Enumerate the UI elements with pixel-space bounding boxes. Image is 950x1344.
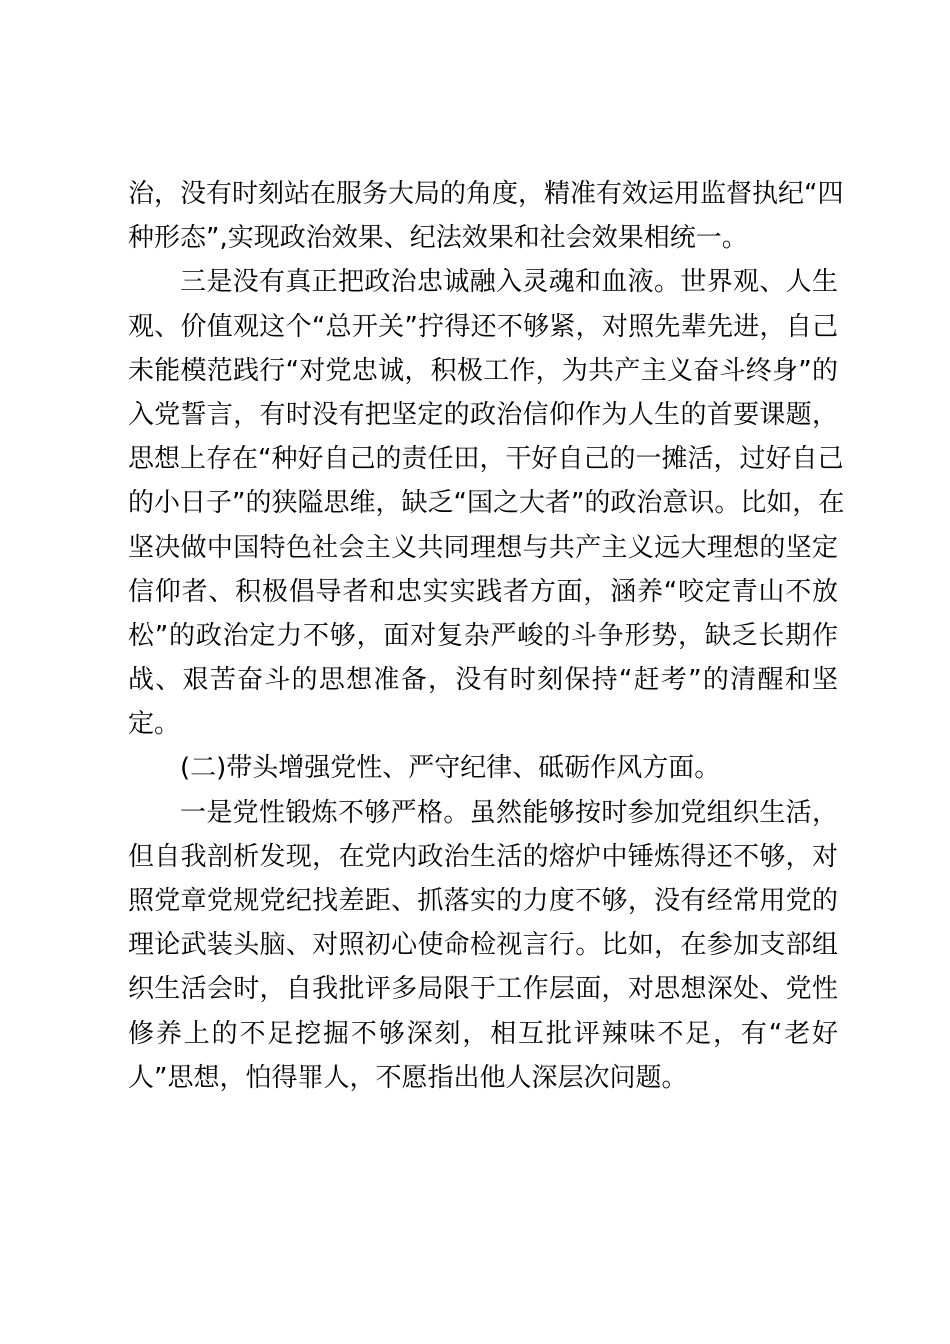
text-line: 定。 — [128, 709, 181, 740]
text-line: 思想上存在“种好自己的责任田，干好自己的一摊活，过好自己 — [128, 444, 844, 475]
text-line: 入党誓言，有时没有把坚定的政治信仰作为人生的首要课题， — [128, 399, 838, 430]
text-line: 战、艰苦奋斗的思想准备，没有时刻保持“赶考”的清醒和坚 — [128, 665, 838, 696]
text-line: 人”思想，怕得罪人，不愿指出他人深层次问题。 — [128, 1062, 688, 1093]
text-line: 照党章党规党纪找差距、抓落实的力度不够，没有经常用党的 — [128, 886, 838, 916]
text-line: 修养上的不足挖掘不够深刻，相互批评辣味不足，有“老好 — [128, 1018, 838, 1049]
text-line: 观、价值观这个“总开关”拧得还不够紧，对照先辈先进，自己 — [128, 311, 838, 342]
text-line: (二)带头增强党性、严守纪律、砥砺作风方面。 — [180, 753, 721, 784]
text-line: 理论武装头脑、对照初心使命检视言行。比如，在参加支部组 — [128, 930, 838, 961]
text-line: 未能模范践行“对党忠诚，积极工作，为共产主义奋斗终身”的 — [128, 355, 838, 386]
paragraph-4 — [128, 791, 838, 1100]
text-line: 一是党性锻炼不够严格。虽然能够按时参加党组织生活， — [180, 797, 838, 828]
text-line: 三是没有真正把政治忠诚融入灵魂和血液。世界观、人生 — [180, 267, 838, 298]
section-heading — [128, 746, 838, 790]
text-line: 的小日子”的狭隘思维，缺乏“国之大者”的政治意识。比如，在 — [128, 488, 845, 519]
paragraph-1 — [128, 172, 844, 260]
text-line: 织生活会时，自我批评多局限于工作层面，对思想深处、党性 — [128, 974, 838, 1005]
document-body — [128, 172, 845, 1100]
text-line: 但自我剖析发现，在党内政治生活的熔炉中锤炼得还不够，对 — [128, 841, 838, 872]
paragraph-2 — [128, 260, 845, 746]
text-line: 松”的政治定力不够，面对复杂严峻的斗争形势，缺乏长期作 — [128, 620, 838, 651]
text-line: 治，没有时刻站在服务大局的角度，精准有效运用监督执纪“四 — [128, 179, 844, 209]
text-line: 种形态”,实现政治效果、纪法效果和社会效果相统一。 — [128, 223, 748, 254]
text-line: 信仰者、积极倡导者和忠实实践者方面，涵养“咬定青山不放 — [128, 576, 838, 607]
text-line: 坚决做中国特色社会主义共同理想与共产主义远大理想的坚定 — [128, 532, 838, 563]
